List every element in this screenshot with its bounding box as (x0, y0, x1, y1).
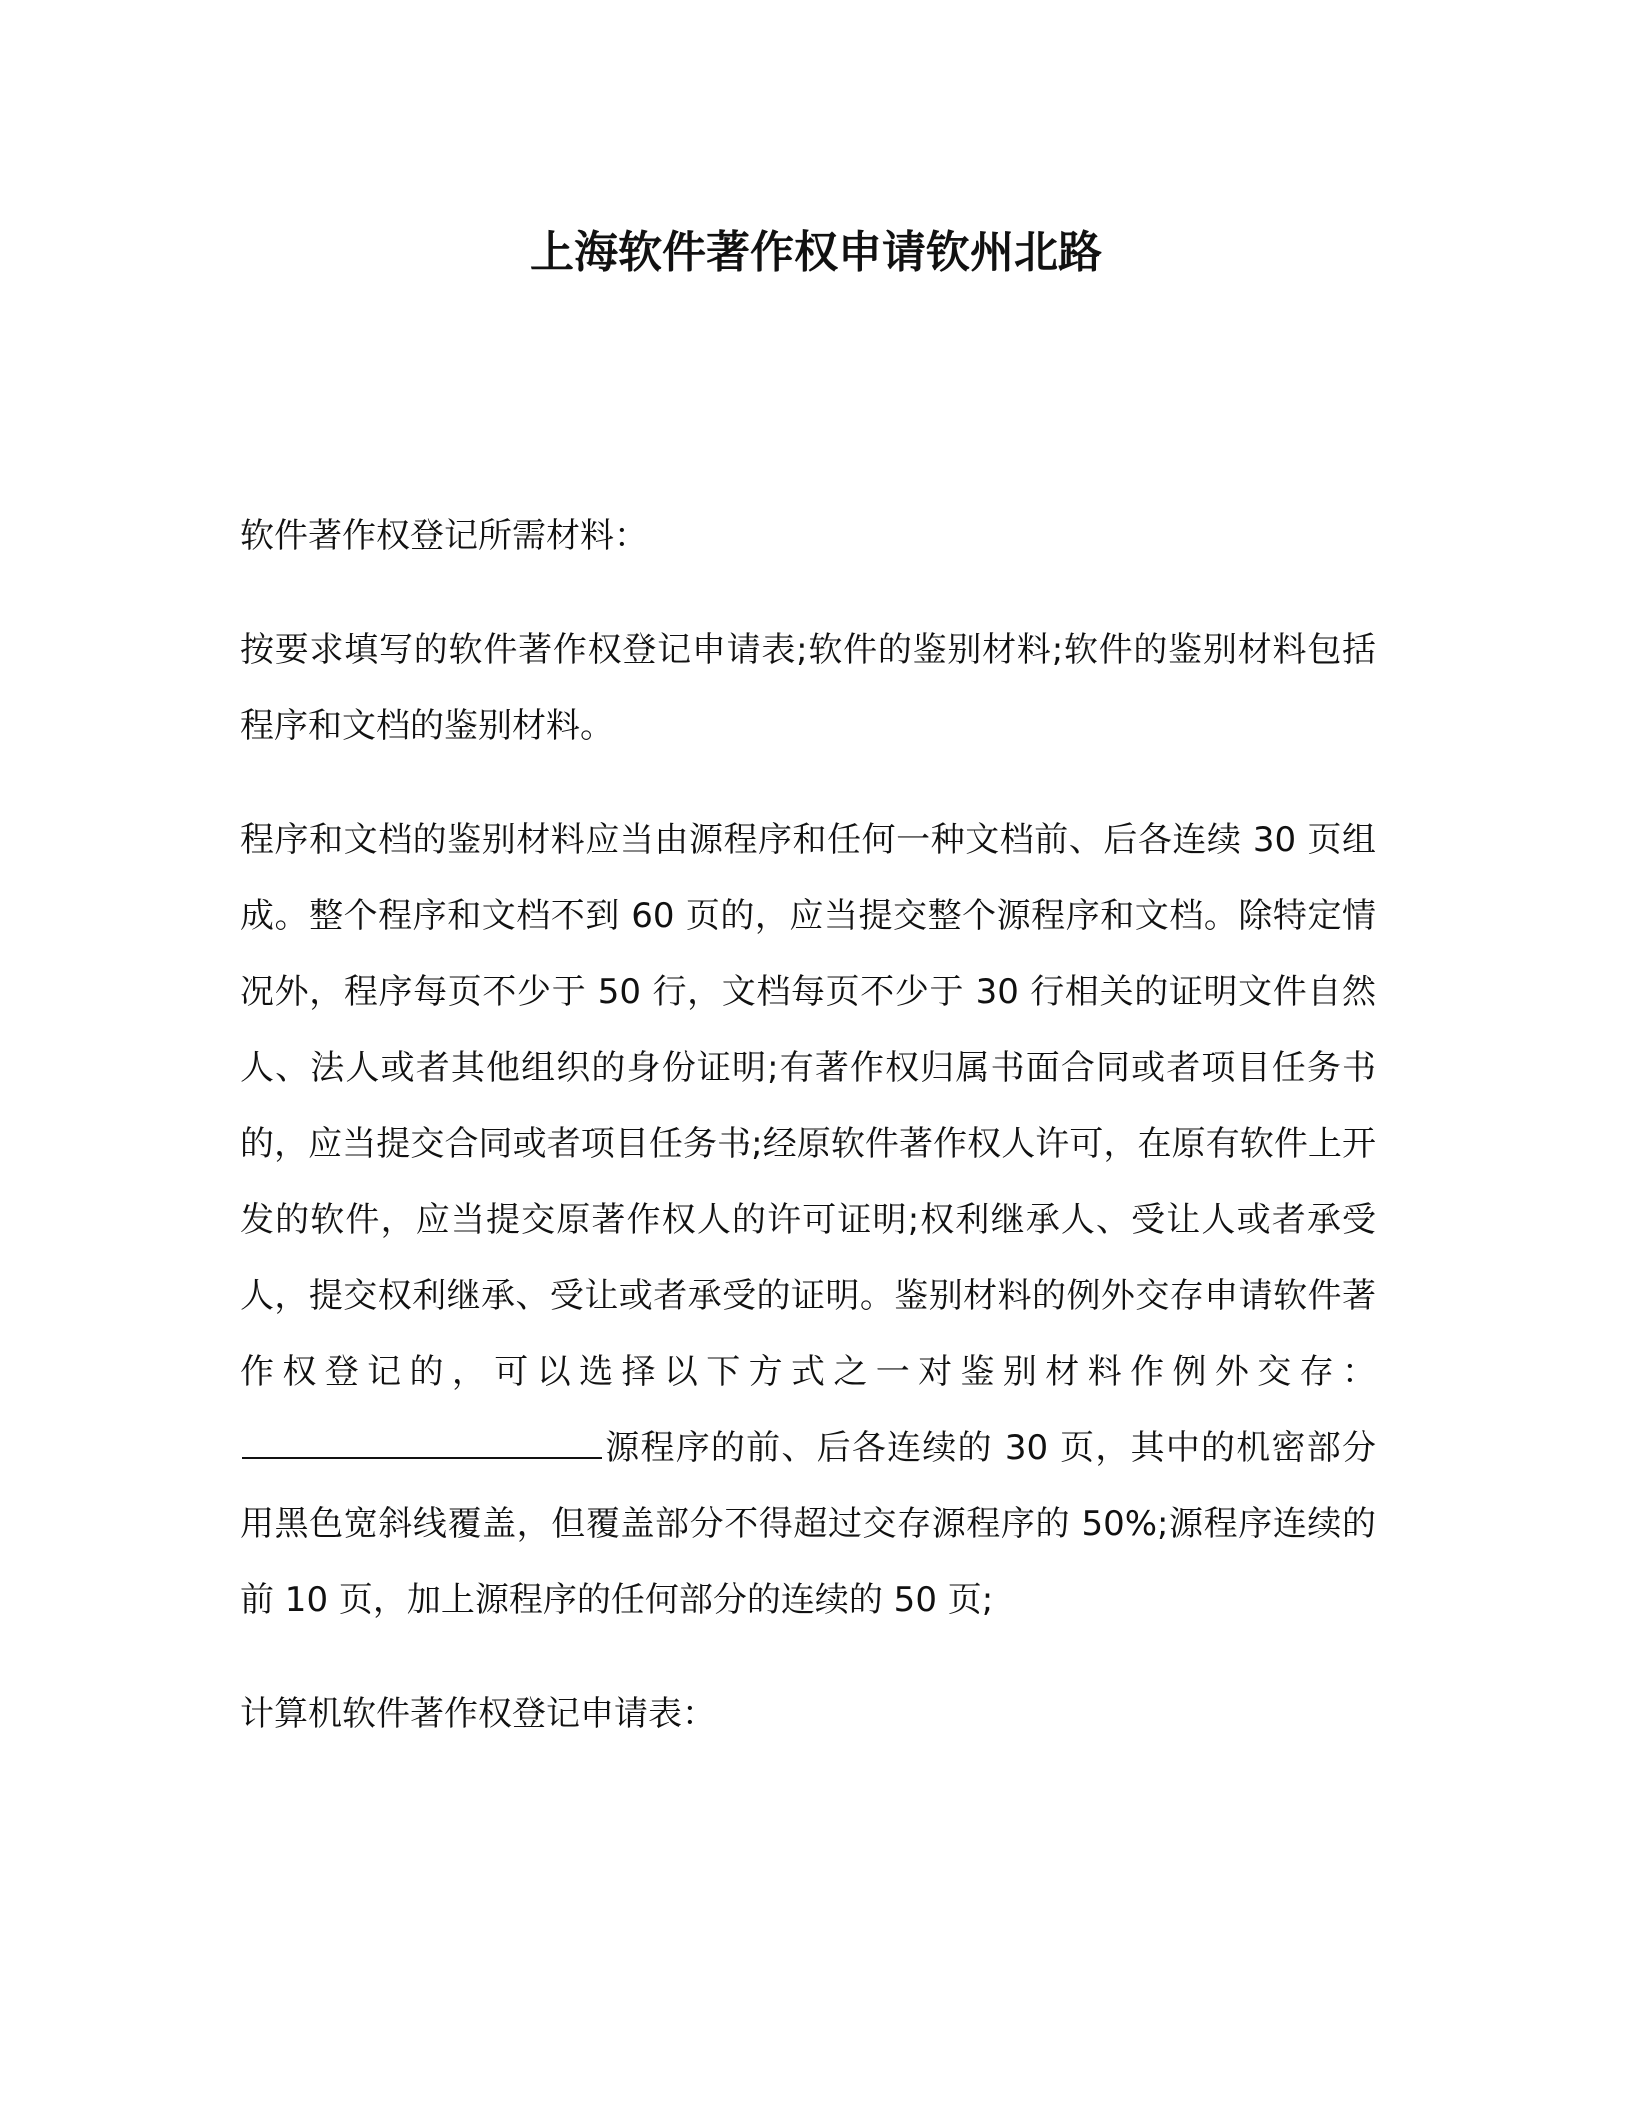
document-title: 上海软件著作权申请钦州北路 (530, 227, 1102, 278)
document-body (240, 498, 1376, 1790)
paragraph-identification-materials (240, 802, 1376, 1638)
paragraph-text-part-2: 源程序的前、后各连续的 30 页，其中的机密部分用黑色宽斜线覆盖，但覆盖部分不得超过交存源程序的 50%;源程序连续的前 10 页，加上源程序的任何部分的连续的 50 页; (240, 1428, 1376, 1620)
fill-in-blank-line (242, 1427, 602, 1459)
paragraph-form-heading: 计算机软件著作权登记申请表： (240, 1694, 716, 1734)
paragraph-text-part-1: 程序和文档的鉴别材料应当由源程序和任何一种文档前、后各连续 30 页组成。整个程序和文档不到 60 页的，应当提交整个源程序和文档。除特定情况外，程序每页不少于 50 行，文档每页不少于 30 行相关的证明文件自然人、法人或者其他组织的身份证明;有著作权归属书面合同或者项目任务书的，应当提交合同或者项目任务书;经原软件著作权人许可，在原有软件上开发的软件，应当提交原著作权人的许可证明;权利继承人、受让人或者承受人，提交权利继承、受让或者承受的证明。鉴别材料的例外交存申请软件著作权登记的，可以选择以下方式之一对鉴别材料作例外交存： (240, 820, 1376, 1392)
paragraph-materials-heading: 软件著作权登记所需材料： (240, 516, 648, 556)
paragraph-application-form: 按要求填写的软件著作权登记申请表;软件的鉴别材料;软件的鉴别材料包括程序和文档的鉴别材料。 (240, 630, 1376, 746)
